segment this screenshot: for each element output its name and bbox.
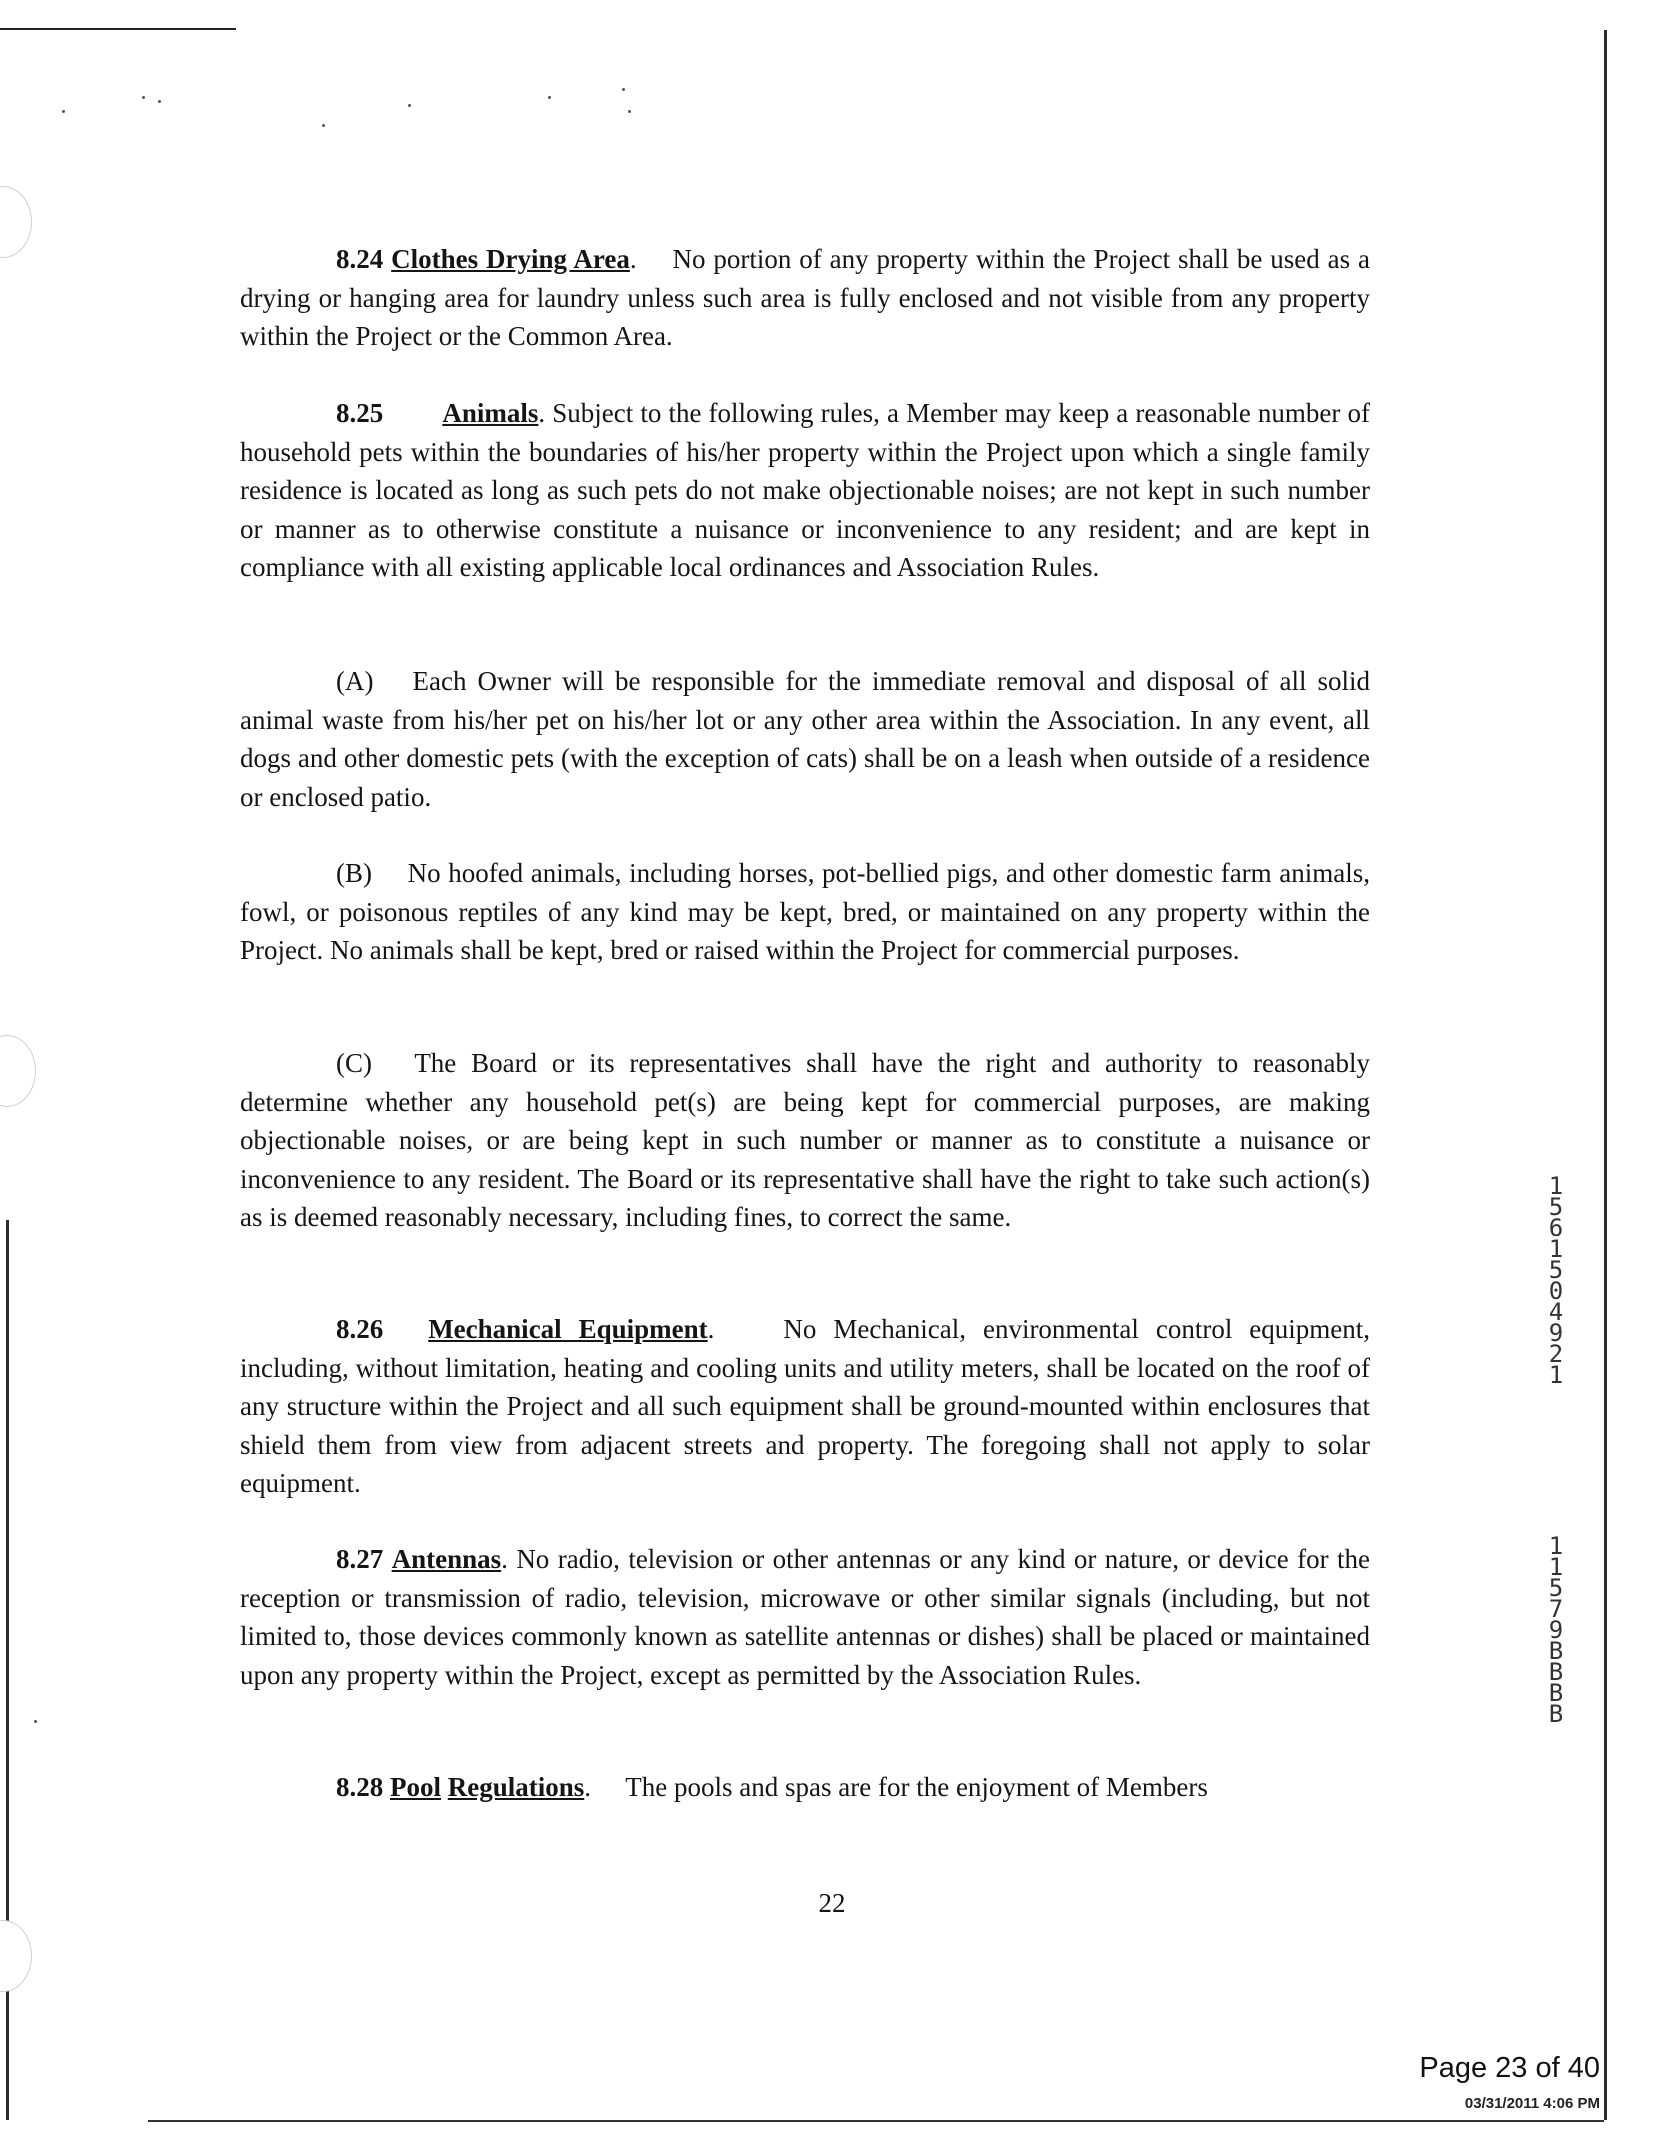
scan-speck <box>622 88 625 91</box>
section-8-28: 8.28 Pool Regulations. The pools and spas are for the enjoyment of Members <box>336 1772 1208 1802</box>
section-number: 8.24 <box>336 244 384 274</box>
section-8-26: 8.26 Mechanical Equipment. No Mechanical, environmental control equipment, including, without limitation, heating and cooling units and utility meters, shall be located on the roof of any structure within the Project and all such equipment shall be ground-mounted within enclosures that shield them from view from adjacent streets and property. The foregoing shall not apply to solar equipment. <box>240 1314 1371 1498</box>
section-body: Subject to the following rules, a Member may keep a reasonable number of household pets within the boundaries of his/her property within the Project upon which a single family residence is located as long as such pets do not make objectionable noises; are not kept in such number or manner as to otherwise constitute a nuisance or inconvenience to any resident; and are kept in compliance with all existing applicable local ordinances and Association Rules. <box>240 398 1371 582</box>
section-title-part1: Pool <box>390 1772 441 1802</box>
subsection-body: No hoofed animals, including horses, pot-bellied pigs, and other domestic farm animals, fowl, or poisonous reptiles of any kind may be kept, bred, or maintained on any property within the Project. No animals shall be kept, bred or raised within the Project for commercial purposes. <box>240 858 1371 965</box>
punch-hole <box>0 186 32 258</box>
section-title: Antennas <box>391 1544 502 1574</box>
scan-speck <box>62 110 65 113</box>
right-edge-line <box>1604 30 1607 2120</box>
page-number: 22 <box>818 1888 846 1918</box>
section-title: Clothes Drying Area <box>391 244 630 274</box>
margin-stamp-lower: 1 1 5 7 9 B B B B <box>1548 1532 1564 1728</box>
section-number: 8.27 <box>336 1544 384 1574</box>
section-body: The pools and spas are for the enjoyment of Members <box>625 1772 1208 1802</box>
section-number: 8.25 <box>336 398 384 428</box>
section-body: No radio, television or other antennas or any kind or nature, or device for the reception or transmission of radio, television, microwave or other similar signals (including, but not limited to, those devices commonly known as satellite antennas or dishes) shall be placed or maintained upon any property within the Project, except as permitted by the Association Rules. <box>240 1544 1370 1690</box>
footer-page-label: Page 23 of 40 <box>1419 2052 1600 2084</box>
subsection-label: (B) <box>336 858 372 888</box>
subsection-a <box>240 662 1370 816</box>
section-body: No portion of any property within the Project shall be used as a drying or hanging area for laundry unless such area is fully enclosed and not visible from any property within the Project or the Common Area. <box>240 244 1370 351</box>
subsection-label: (A) <box>336 666 374 696</box>
scan-speck <box>322 124 325 127</box>
top-rule <box>0 28 236 30</box>
subsection-body: Each Owner will be responsible for the immediate removal and disposal of all solid animal waste from his/her pet on his/her lot or any other area within the Association. In any event, all dogs and other domestic pets (with the exception of cats) shall be on a leash when outside of a residence or enclosed patio. <box>240 666 1371 812</box>
bottom-rule <box>148 2120 1604 2122</box>
punch-hole <box>0 1920 32 1992</box>
subsection-b <box>240 854 1370 970</box>
punch-hole <box>0 1035 36 1107</box>
scan-speck <box>408 104 411 107</box>
section-body: No Mechanical, environmental control equipment, including, without limitation, heating and cooling units and utility meters, shall be located on the roof of any structure within the Project and all such equipment shall be ground-mounted within enclosures that shield them from view from adjacent streets and property. The foregoing shall not apply to solar equipment. <box>240 1314 1371 1498</box>
scan-speck <box>628 110 631 113</box>
footer-timestamp: 03/31/2011 4:06 PM <box>1464 2095 1600 2112</box>
subsection-body: The Board or its representatives shall have the right and authority to reasonably determine whether any household pet(s) are being kept for commercial purposes, are making objectionable noises, or are being kept in such number or manner as to constitute a nuisance or inconvenience to any resident. The Board or its representative shall have the right to take such action(s) as is deemed reasonably necessary, including fines, to correct the same. <box>240 1048 1371 1232</box>
section-title: Animals <box>442 398 539 428</box>
section-title: Mechanical Equipment <box>428 1314 708 1344</box>
section-number: 8.26 <box>336 1314 384 1344</box>
scan-speck <box>34 1720 37 1723</box>
scan-speck <box>142 96 145 99</box>
scan-speck <box>158 100 161 103</box>
margin-stamp: 1 5 6 1 5 0 4 9 2 1 <box>1548 1172 1564 1389</box>
section-8-24: 8.24 Clothes Drying Area. No portion of any property within the Project shall be used as a drying or hanging area for laundry unless such area is fully enclosed and not visible from any property within the Project or the Common Area. <box>240 244 1370 351</box>
subsection-c <box>240 1044 1370 1237</box>
scan-speck <box>548 96 551 99</box>
section-8-25: 8.25 Animals. Subject to the following rules, a Member may keep a reasonable number of household pets within the boundaries of his/her property within the Project upon which a single family residence is located as long as such pets do not make objectionable noises; are not kept in such number or manner as to otherwise constitute a nuisance or inconvenience to any resident; and are kept in compliance with all existing applicable local ordinances and Association Rules. <box>240 398 1371 582</box>
subsection-label: (C) <box>336 1048 372 1078</box>
section-title-part2: Regulations <box>447 1772 585 1802</box>
section-number: 8.28 <box>336 1772 384 1802</box>
section-8-27: 8.27 Antennas. No radio, television or other antennas or any kind or nature, or device for the reception or transmission of radio, television, microwave or other similar signals (including, but not limited to, those devices commonly known as satellite antennas or dishes) shall be placed or maintained upon any property within the Project, except as permitted by the Association Rules. <box>240 1544 1370 1690</box>
